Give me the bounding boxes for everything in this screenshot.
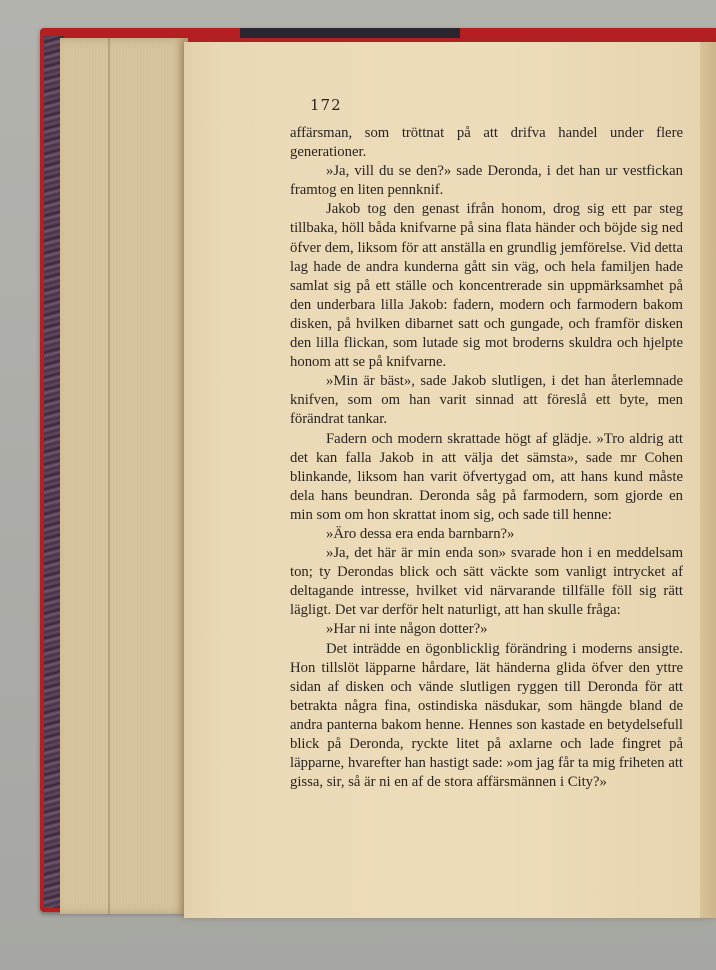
right-page-edge [700,42,716,918]
paragraph: Jakob tog den genast ifrån honom, drog sig ett par steg tillbaka, höll båda knifvarne på sina flata händer och böjde sig ned öfver dem, liksom för att anställa en grundlig jemförelse. Vid detta lag hade de andra kunderna gått sin väg, och hela familjen hade samlat sig på ett ställe och koncentrerade sin uppmärksamhet på den underbara lilla Jakob: fadern, modern och farmodern bakom disken, på hvilken dibarnet satt och gungade, och framför disken den lilla flickan, som lutade sig mot broderns skuldra och hjelpte honom att se på knifvarne. [290,201,683,371]
paragraph: affärsman, som tröttnat på att drifva handel under flere generationer. [290,125,683,161]
paragraph: Fadern och modern skrattade högt af glädje. »Tro aldrig att det kan falla Jakob in att välja det sämsta», sade mr Cohen blinkande, liksom han varit öfvertygad om, att hans kund måste dela hans beundran. Deronda såg på farmodern, som gjorde en min som om hon skrattat inom sig, och sade till henne: [290,430,683,523]
cover-spine-top [240,28,460,38]
left-page-stack [60,38,188,914]
paragraph: »Har ni inte någon dotter?» [326,621,488,638]
paragraph: »Ja, det här är min enda son» svarade hon i en meddelsam ton; ty Derondas blick och sätt väckte som vanligt intrycket af deltagande intresse, hvilket vid närvarande tillfälle föll sig rätt lägligt. Det var derför helt naturligt, att han skulle fråga: [290,545,683,619]
paragraph: »Äro dessa era enda barnbarn?» [326,525,515,542]
paragraph: »Min är bäst», sade Jakob slutligen, i det han återlemnade knifven, som om han varit sinnad att föreslå ett byte, men förändrat tankar. [290,373,683,428]
paragraph: Det inträdde en ögonblicklig förändring i moderns ansigte. Hon tillslöt läpparne hårdare, lät händerna glida öfver den yttre sidan af disken och vände slutligen ryggen till Deronda för att betrakta några fina, ostindiska näsdukar, som hängde bland de andra panterna bakom henne. Hennes son kastade en betydelsefull blick på Deronda, ryckte litet på axlarne och lade fingret på läpparne, hvarefter han hastigt sade: »om jag får ta mig friheten att gissa, sir, så är ni en af de stora affärsmännen i City?» [290,640,683,791]
paragraph: »Ja, vill du se den?» sade Deronda, i det han ur vestfickan framtog en liten pennknif. [290,163,683,199]
page-number: 172 [310,96,342,114]
page-text [290,124,683,792]
